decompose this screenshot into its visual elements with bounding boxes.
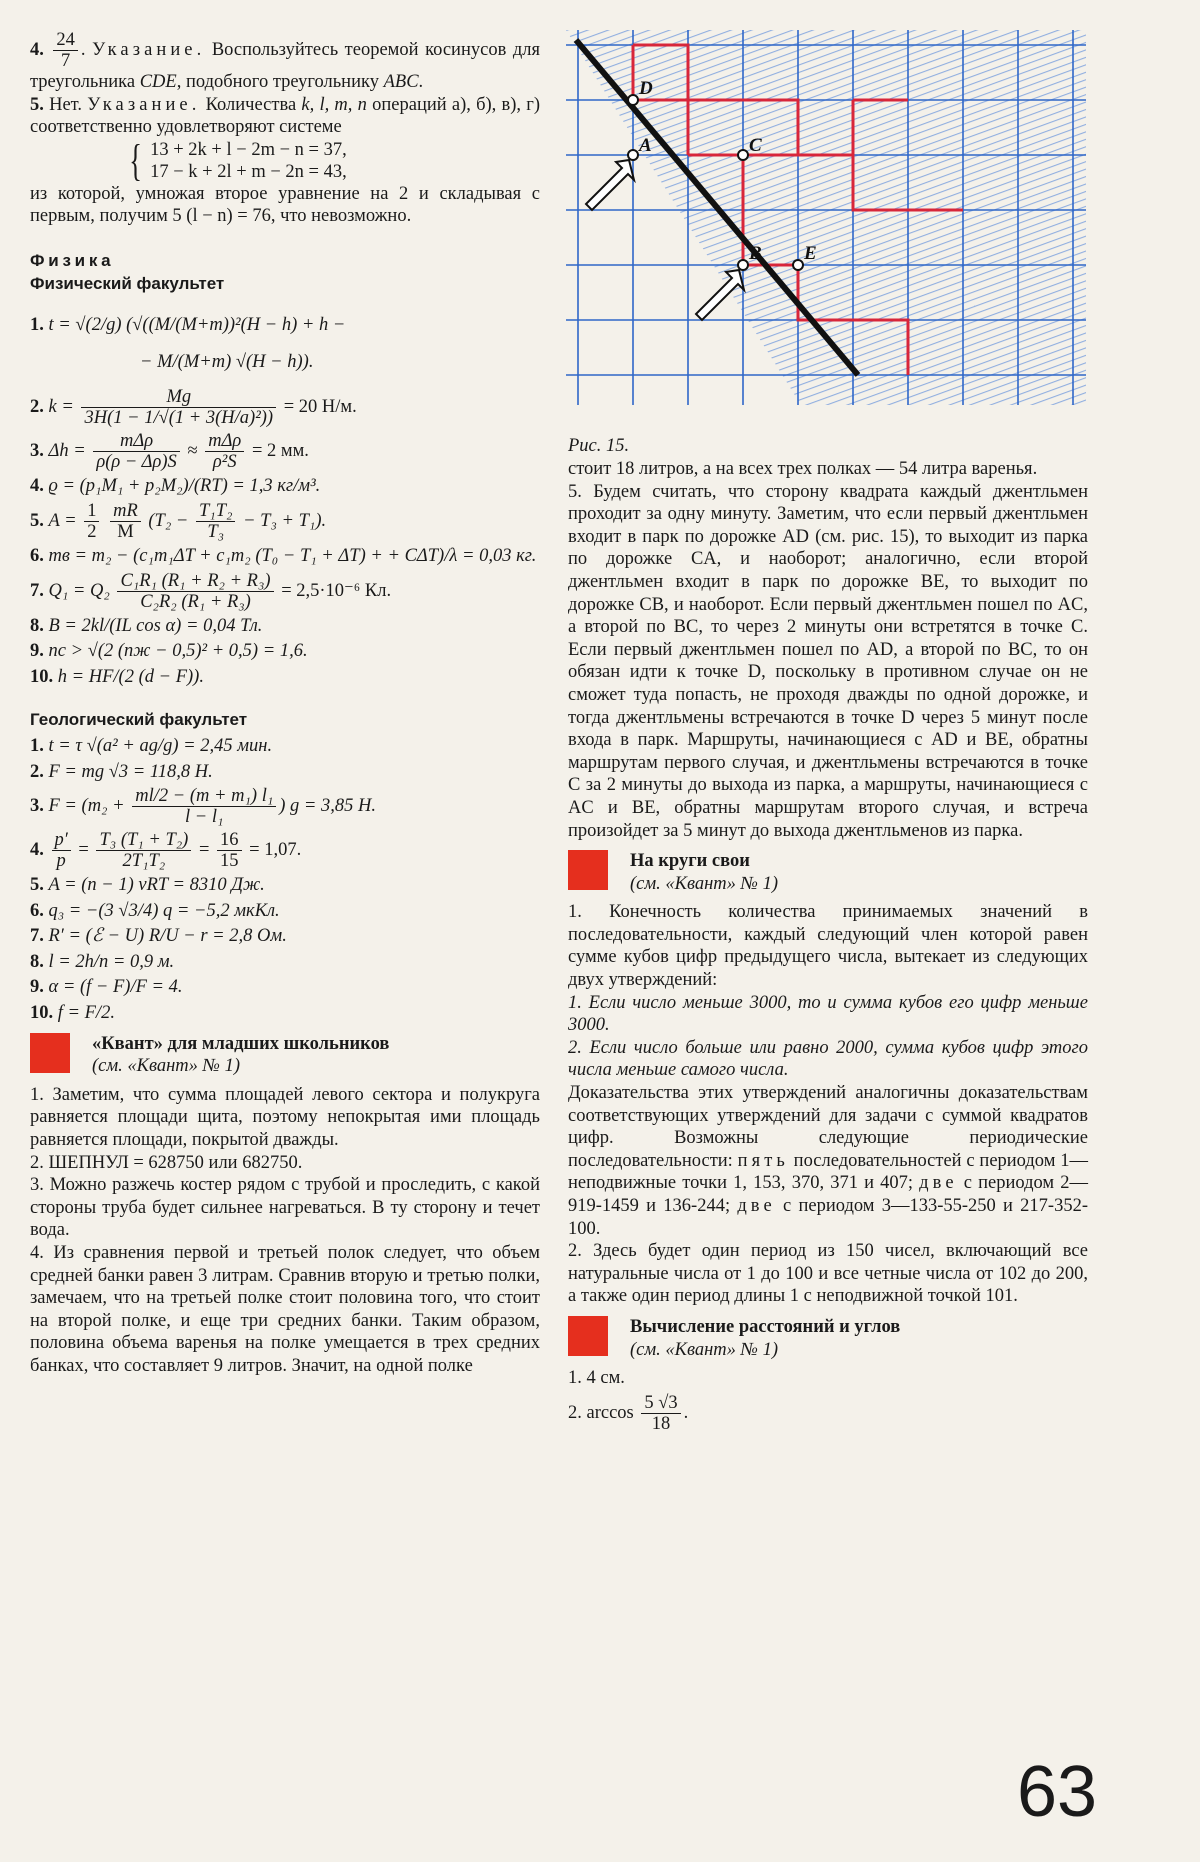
geo-answer-7: 7. R′ = (ℰ − U) R/U − r = 2,8 Ом. <box>30 926 287 947</box>
section-krugi: На круги свои (см. «Квант» № 1) <box>568 850 1088 895</box>
right-column <box>568 458 1088 1437</box>
equation-system: { 13 + 2k + l − 2m − n = 37, 17 − k + 2l + m − 2n = 43, <box>129 135 347 185</box>
point-e <box>793 260 803 270</box>
red-section-marker <box>30 1033 70 1073</box>
label-e: E <box>804 243 817 264</box>
point-c <box>738 150 748 160</box>
phys-answer-2: 2. k = $\frac{Mg}{\text{3H(1 − 1/√(1 + 3(H/a)²))}}$ = 20 Н/м. <box>30 387 357 429</box>
krugi-statement-2: 2. Если число больше или равно 2000, сумма кубов цифр этого числа меньше самого числа. <box>568 1037 1088 1081</box>
phys-answer-1: 1. t = √(2/g) (√((M/(M+m))²(H − h) + h − − M/(M+m) √(H − h)). <box>30 315 346 372</box>
label-b: B <box>749 243 762 264</box>
geo-answer-9: 9. α = (f − F)/F = 4. <box>30 977 183 998</box>
point-d <box>628 95 638 105</box>
point-b <box>738 260 748 270</box>
section-geology-faculty: Геологический факультет <box>30 710 248 730</box>
label-d: D <box>639 78 653 99</box>
section-kvant-junior: «Квант» для младших школьников (см. «Квант» № 1) <box>30 1033 540 1078</box>
krugi-answer-1-cont: Доказательства этих утверждений аналогичны доказательствам соответствующих утверждений для задачи с суммой квадратов цифр. Возможны следующие периодические последовательности: пять последовательностей с периодом 1—неподвижные точки 1, 153, 370, 371 и 407; две с периодом 2—919-1459 и 136-244; две с периодом 3—133-55-250 и 217-352-100. <box>568 1083 1088 1239</box>
phys-answer-4: 4. ϱ = (p₁M₁ + p₂M₂)/(RT) = 1,3 кг/м³. <box>30 476 321 497</box>
label-a: A <box>639 135 652 156</box>
section-distances: Вычисление расстояний и углов (см. «Квант» № 1) <box>568 1316 1088 1361</box>
geo-answer-5: 5. A = (n − 1) νRT = 8310 Дж. <box>30 875 265 896</box>
geo-answer-3: 3. F = (m₂ + $\frac{\text{ml/2 − (m + m₁) l₁}}{\text{l − l₁}}$ ) g = 3,85 Н. <box>30 786 377 828</box>
page-number: 63 <box>1017 1752 1098 1832</box>
phys-answer-3: 3. Δh = $\frac{\text{mΔρ}}{\rho(\rho - \Delta\rho)S}$ ≈ $\frac{\text{mΔρ}}{\text{ρ²S}}$ = 2 мм. <box>30 431 309 473</box>
kvant-answer-1: 1. Заметим, что сумма площадей левого сектора и полукруга равняется площади щита, поэтому непокрытая ими площадь равняется площади, покрытой дважды. <box>30 1084 540 1151</box>
red-section-marker <box>568 850 608 890</box>
phys-answer-7: 7. Q₁ = Q₂ $\frac{\text{C₁R₁ (R₁ + R₂ + R₃)}}{\text{C₂R₂ (R₁ + R₃)}}$ = 2,5·10⁻⁶ Кл. <box>30 570 392 612</box>
krugi-answer-2: 2. Здесь будет один период из 150 чисел, включающий все натуральные числа от 1 до 100 и все четные числа от 102 до 200, а также один период длины 1 с неподвижной точкой 101. <box>568 1241 1088 1307</box>
label-c: C <box>749 135 762 156</box>
kvant-answer-4-cont: стоит 18 литров, а на всех трех полках — 54 литра варенья. <box>568 459 1038 479</box>
kvant-answer-5: 5. Будем считать, что сторону квадрата каждый джентльмен проходит за одну минуту. Заметим, что если первый джентльмен входит в парк по дорожке AD (см. рис. 15), то выходит из парка по дорожке CA, и наоборот; аналогично, если второй джентльмен входит в парк по дорожке BE, то выходит по дорожке CB, и наоборот. Если первый джентльмен пошел по AC, а второй по BC, то через 2 минуты они встретятся в точке C. Если первый джентльмен пошел по AD, а второй по BC, то он обязан идти к точке D, поскольку в противном случае он не сможет туда попасть, не проходя дважды по одной дорожке, и тогда джентльмены встречаются в точке D через 5 минут после входа в парк. Маршруты, начинающиеся с AD и BE, обратны маршрутам первого случая, и джентльмены встречаются в точке C за 2 минуты до выхода из парка, а маршруты, начинающиеся с AC и BE, обратны маршрутам второго случая, и встреча произойдет за 5 минут до выхода джентльменов из парка. <box>568 481 1088 841</box>
left-column <box>30 30 540 1378</box>
answer-5: 5. Нет. Указание. Количества k, l, m, n операций а), б), в), г) соответственно удовлетворяют системе <box>30 94 541 138</box>
krugi-answer-1: 1. Конечность количества принимаемых значений в последовательности, каждый следующий член которой равен сумме кубов цифр предыдущего числа, вытекает из следующих двух утверждений: <box>568 902 1088 991</box>
krugi-statement-1: 1. Если число меньше 3000, то и сумма кубов его цифр меньше 3000. <box>568 992 1088 1036</box>
geo-answer-6: 6. q₃ = −(3 √3/4) q = −5,2 мкКл. <box>30 900 280 921</box>
distances-answer-1: 1. 4 см. <box>568 1368 625 1389</box>
distances-answer-2: 2. arccos $\frac{5 √3}{18}$ . <box>568 1392 689 1434</box>
geo-answer-2: 2. F = mg √3 = 118,8 Н. <box>30 761 213 782</box>
section-physics: Физика <box>30 250 115 270</box>
geo-answer-8: 8. l = 2h/n = 0,9 м. <box>30 951 175 972</box>
fraction: $\frac{24}{7}$ <box>53 30 78 71</box>
answer-5-cont: из которой, умножая второе уравнение на 2 и складывая с первым, получим 5 (l − n) = 76, что невозможно. <box>30 183 540 227</box>
entry-arrow-a <box>586 160 634 210</box>
kvant-answer-2: 2. ШЕПНУЛ = 628750 или 682750. <box>30 1152 303 1173</box>
geo-answer-1: 1. t = τ √(a² + ag/g) = 2,45 мин. <box>30 735 273 756</box>
answer-4: 4. $\frac{24}{7}$ . Указание. Воспользуйтесь теоремой косинусов для треугольника CDE, подобного треугольнику ABC. <box>30 30 540 92</box>
geo-answer-10: 10. f = F/2. <box>30 1003 115 1024</box>
section-physics-faculty: Физический факультет <box>30 273 225 293</box>
geo-answer-4: 4. $\frac{p'}{p}$ = $\frac{\text{T₃ (T₁ + T₂)}}{\text{2T₁T₂}}$ = $\frac{16}{15}$ = 1,07. <box>30 830 302 872</box>
phys-answer-5: 5. A = $\frac{1}{2}$ $\frac{mR}{M}$ (T₂ − $\frac{\text{T₁T₂}}{\text{T₃}}$ − T₃ + T₁). <box>30 500 327 542</box>
kvant-answer-3: 3. Можно разжечь костер рядом с трубой и проследить, с какой стороны труба будет сильнее нагреваться. В ту сторону и течет вода. <box>30 1175 540 1241</box>
point-a <box>628 150 638 160</box>
phys-answer-9: 9. nс > √(2 (nж − 0,5)² + 0,5) = 1,6. <box>30 641 308 662</box>
figure-caption: Рис. 15. <box>568 436 630 456</box>
red-section-marker <box>568 1316 608 1356</box>
phys-answer-10: 10. h = HF/(2 (d − F)). <box>30 666 204 687</box>
phys-answer-6: 6. mв = m₂ − (c₁m₁ΔT + c₁m₂ (T₀ − T₁ + ΔT) + + CΔT)/λ = 0,03 кг. <box>30 545 537 566</box>
phys-answer-8: 8. B = 2kl/(IL cos α) = 0,04 Тл. <box>30 615 263 636</box>
kvant-answer-4: 4. Из сравнения первой и третьей полок следует, что объем средней банки равен 3 литрам. Сравнив вторую и третью полки, замечаем, что на третьей полке стоит половина того, что стоит на второй полке, и еще три средних банки. Таким образом, половина объема варенья на полке умещается в трех средних банках, что составляет 9 литров. Значит, на одной полке <box>30 1243 540 1376</box>
figure-15-grid <box>566 30 1086 430</box>
